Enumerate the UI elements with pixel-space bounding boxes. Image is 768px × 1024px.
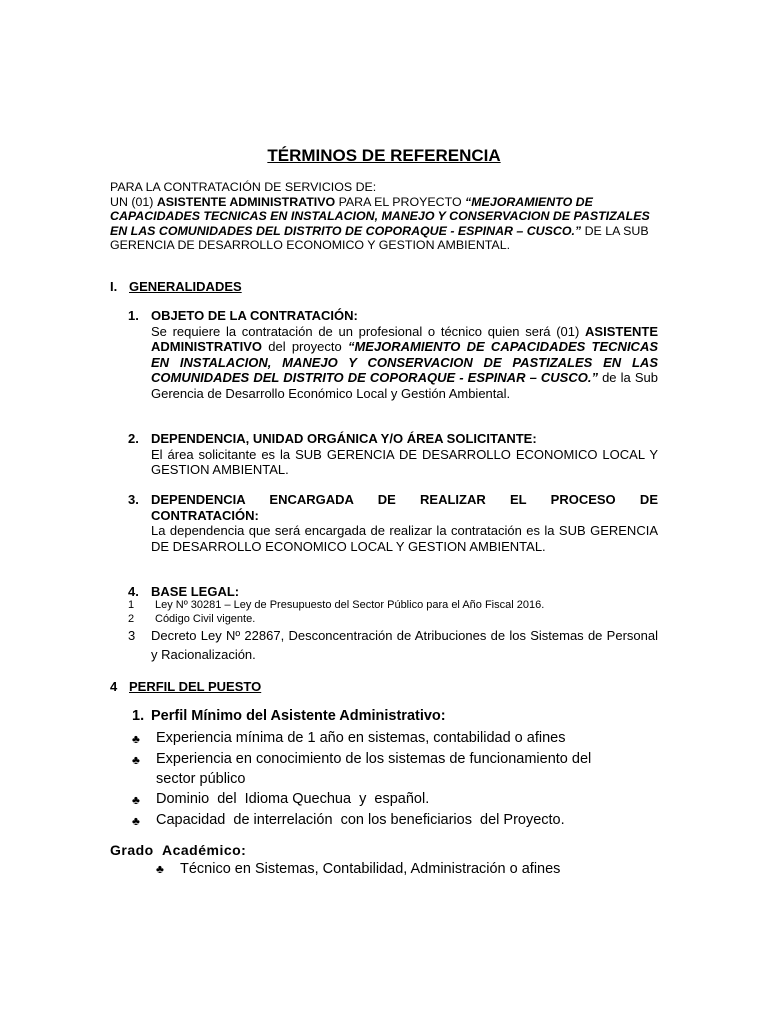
grado-heading: Grado Académico: — [110, 842, 247, 858]
item-number: 3. — [128, 492, 139, 507]
item-heading-cont: CONTRATACIÓN: — [151, 507, 259, 523]
list-item: ♣ Dominio del Idioma Quechua y español. — [132, 789, 662, 810]
item-heading: DEPENDENCIA ENCARGADA DE REALIZAR EL PROCESO DE — [151, 492, 658, 507]
intro-cargo: ASISTENTE ADMINISTRATIVO — [156, 194, 336, 209]
list-item: ♣ Experiencia en conocimiento de los sistemas de funcionamiento del sector público — [132, 751, 592, 787]
intro-proyecto: “MEJORAMIENTO DE CAPACIDADES TECNICAS EN INSTALACION, MANEJO Y CONSERVACION DE PASTIZALES EN LAS COMUNIDADES DEL DISTRITO DE COPORAQUE - ESPINAR – CUSCO.” — [110, 194, 650, 238]
item-heading: OBJETO DE LA CONTRATACIÓN: — [151, 308, 358, 323]
item-heading: Perfil Mínimo del Asistente Administrativo: — [151, 708, 446, 724]
item-number: 1. — [132, 708, 145, 724]
legal-list — [128, 599, 658, 626]
item-number: 4. — [128, 584, 139, 599]
item-number: 1. — [128, 308, 139, 323]
club-bullet-icon: ♣ — [132, 732, 140, 746]
intro-line2: UN (01) ASISTENTE ADMINISTRATIVO PARA EL PROYECTO “MEJORAMIENTO DE CAPACIDADES TECNICAS EN INSTALACION, MANEJO Y CONSERVACION DE PASTIZALES EN LAS COMUNIDADES DEL DISTRITO DE COPORAQUE - ESPINAR – CUSCO.” DE LA SUB GERENCIA DE DESARROLLO ECONOMICO Y GESTION AMBIENTAL. — [110, 194, 650, 253]
item-dependencia — [128, 431, 658, 478]
item-number: 2. — [128, 431, 139, 446]
section-perfil — [110, 678, 261, 696]
item-heading: DEPENDENCIA, UNIDAD ORGÁNICA Y/O ÁREA SOLICITANTE: — [151, 431, 537, 446]
list-item: 3 Decreto Ley Nº 22867, Desconcentración de Atribuciones de los Sistemas de Personal y Racionalización. — [128, 628, 658, 662]
section-title: GENERALIDADES — [129, 279, 242, 294]
item-heading: BASE LEGAL: — [151, 584, 240, 599]
item-base-legal — [128, 584, 658, 600]
list-item: 2 Código Civil vigente. — [128, 612, 256, 625]
item-body: La dependencia que será encargada de realizar la contratación es la SUB GERENCIA DE DESARROLLO ECONOMICO LOCAL Y GESTION AMBIENTAL. — [151, 523, 658, 554]
list-item: ♣ Capacidad de interrelación con los beneficiarios del Proyecto. — [132, 810, 662, 831]
section-number: 4 — [110, 679, 118, 694]
section-title: PERFIL DEL PUESTO — [129, 679, 262, 694]
intro-line1: PARA LA CONTRATACIÓN DE SERVICIOS DE: — [110, 180, 377, 194]
section-number: I. — [110, 279, 118, 294]
intro-paragraph — [110, 180, 658, 253]
item-body: Se requiere la contratación de un profesional o técnico quien será (01) ASISTENTE ADMINISTRATIVO del proyecto “MEJORAMIENTO DE CAPACIDADES TECNICAS EN INSTALACION, MANEJO Y CONSERVACION DE PASTIZALES EN LAS COMUNIDADES DEL DISTRITO DE COPORAQUE - ESPINAR – CUSCO.” de la Sub Gerencia de Desarrollo Económico Local y Gestión Ambiental. — [151, 323, 658, 401]
list-item: 1 Ley Nº 30281 – Ley de Presupuesto del Sector Público para el Año Fiscal 2016. — [128, 599, 545, 611]
item-objeto — [128, 308, 658, 402]
item-encargada — [128, 492, 658, 554]
club-bullet-icon: ♣ — [132, 753, 140, 767]
section-generalidades — [110, 278, 242, 296]
list-item: ♣ Técnico en Sistemas, Contabilidad, Administración o afines — [156, 861, 561, 877]
item-body: El área solicitante es la SUB GERENCIA DE DESARROLLO ECONOMICO LOCAL Y GESTION AMBIENTAL. — [151, 446, 658, 478]
club-bullet-icon: ♣ — [132, 814, 140, 828]
club-bullet-icon: ♣ — [156, 862, 164, 876]
perfil-block — [132, 706, 662, 831]
club-bullet-icon: ♣ — [132, 793, 140, 807]
document-title: TÉRMINOS DE REFERENCIA — [267, 146, 501, 165]
list-item: ♣ Experiencia mínima de 1 año en sistemas, contabilidad o afines — [132, 728, 662, 749]
